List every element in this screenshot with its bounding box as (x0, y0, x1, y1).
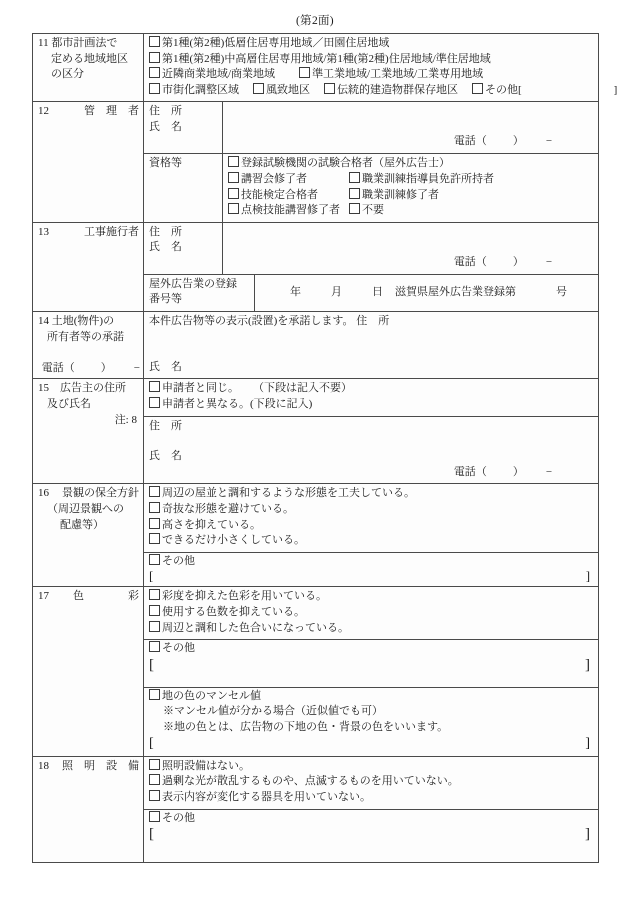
landscape-option-1: 周辺の屋並と調和するような形態を工夫している。 (162, 487, 415, 500)
checkbox-icon[interactable] (349, 203, 360, 214)
landscape-option-row-3 (149, 518, 594, 534)
landscape-other-row (149, 554, 594, 570)
row-content-17-other[interactable] (144, 640, 599, 688)
table-row-12-address (33, 102, 599, 154)
munsell-note-2: ※地の色とは、広告物の下地の色・背景の色をいいます。 (163, 721, 449, 734)
landscape-option-row-4 (149, 533, 594, 549)
reg-label-line1: 屋外広告業の登録 (149, 277, 237, 290)
checkbox-icon[interactable] (228, 188, 239, 199)
checkbox-icon[interactable] (149, 589, 160, 600)
reg-label-line2: 番号等 (149, 293, 182, 306)
checkbox-icon[interactable] (149, 811, 160, 822)
label-15-line2: 及び氏名 (47, 397, 91, 410)
row-content-16-options (144, 484, 599, 552)
color-option-row-1 (149, 589, 594, 605)
checkbox-icon[interactable] (149, 641, 160, 652)
color-other-row (149, 641, 594, 657)
name-label: 氏 名 (149, 121, 182, 134)
row-content-18-other[interactable] (144, 809, 599, 863)
zoning-option-6: 風致地区 (266, 83, 310, 96)
reg-suffix: 号 (556, 285, 567, 298)
name-label: 氏 名 (149, 450, 182, 463)
lighting-option-row-3 (149, 790, 594, 806)
advertiser-option-2: 申請者と異なる。(下段に記入) (162, 397, 313, 410)
name-and-tel-line-14 (41, 360, 182, 374)
qual-option-row-3 (228, 188, 594, 204)
color-option-row-2 (149, 605, 594, 621)
label-16-line3: 配慮等） (60, 518, 104, 531)
row-content-15-fields[interactable] (144, 416, 599, 484)
checkbox-icon[interactable] (324, 83, 335, 94)
qual-option-row-4 (228, 203, 594, 219)
reg-month: 月 (331, 285, 342, 298)
reg-day: 日 (372, 285, 383, 298)
lighting-other-row (149, 811, 594, 827)
checkbox-icon[interactable] (149, 381, 160, 392)
lighting-option-row-2 (149, 774, 594, 790)
munsell-input[interactable] (149, 736, 594, 754)
zoning-option-2: 第1種(第2種)中高層住居専用地域/第1種(第2種)住居地域/準住居地域 (162, 52, 491, 65)
checkbox-icon[interactable] (149, 689, 160, 700)
bracket-close: ] (585, 826, 591, 843)
sub-label-12-address (144, 102, 223, 154)
munsell-label: 地の色のマンセル値 (162, 689, 261, 702)
table-row-18-options (33, 756, 599, 809)
zoning-option-row-3 (149, 67, 594, 83)
munsell-row (149, 689, 594, 705)
name-label: 氏 名 (149, 241, 182, 254)
zoning-option-8: その他 (485, 83, 518, 96)
color-option-2: 使用する色数を抑えている。 (162, 606, 305, 619)
landscape-other-label: その他 (162, 554, 195, 567)
lighting-option-2: 過剰な光が散乱するものや、点滅するものを用いていない。 (162, 775, 459, 788)
row-content-18-options (144, 756, 599, 809)
checkbox-icon[interactable] (149, 67, 160, 78)
sub-label-12-qualification (144, 154, 223, 222)
zoning-option-row-4 (149, 83, 618, 99)
bracket-open: [ (518, 83, 522, 96)
checkbox-icon[interactable] (149, 502, 160, 513)
checkbox-icon[interactable] (149, 397, 160, 408)
color-option-row-3 (149, 621, 594, 637)
checkbox-icon[interactable] (149, 83, 160, 94)
label-16-line2: （周辺景観への (47, 502, 124, 515)
checkbox-icon[interactable] (149, 605, 160, 616)
sub-label-13-registration (144, 274, 255, 311)
consent-statement: 本件広告物等の表示(設置)を承諾します。 (149, 315, 354, 328)
checkbox-icon[interactable] (299, 67, 310, 78)
zoning-option-7: 伝統的建造物群保存地区 (337, 83, 458, 96)
qual-option-3: 職業訓練指導員免許所持者 (362, 173, 494, 186)
address-label: 住 所 (356, 315, 390, 328)
bracket-open: [ (149, 568, 154, 584)
label-14-line1: 14 土地(物件)の (38, 315, 115, 328)
checkbox-icon[interactable] (349, 172, 360, 183)
advertiser-option-1-note: （下段は記入不要） (253, 382, 352, 395)
lighting-option-1: 照明設備はない。 (162, 759, 250, 772)
telephone-line-12: 電話（ ） − (453, 135, 553, 148)
label-14-line2: 所有者等の承諾 (47, 330, 124, 343)
landscape-option-2: 奇抜な形態を避けている。 (162, 502, 294, 515)
qual-option-7: 不要 (362, 204, 384, 217)
address-label: 住 所 (149, 105, 182, 118)
checkbox-icon[interactable] (149, 790, 160, 801)
row-label-12 (33, 102, 144, 222)
checkbox-icon[interactable] (149, 486, 160, 497)
bracket-open: [ (149, 656, 154, 673)
label-16: 16 景観の保全方針 (38, 487, 139, 500)
zoning-option-5: 市街化調整区域 (162, 83, 239, 96)
zoning-option-3: 近隣商業地域/商業地域 (162, 68, 276, 81)
color-other-input[interactable] (149, 657, 594, 685)
registration-number-line (260, 286, 567, 298)
field-12-address-value[interactable] (223, 102, 599, 154)
advertiser-option-row-2 (149, 397, 594, 413)
row-label-13 (33, 222, 144, 311)
field-13-address-value[interactable] (223, 222, 599, 274)
row-content-17-options (144, 587, 599, 640)
qual-option-6: 点検技能講習修了者 (241, 204, 340, 217)
munsell-note-1: ※マンセル値が分かる場合（近似値でも可） (163, 705, 383, 718)
checkbox-icon[interactable] (149, 759, 160, 770)
color-option-1: 彩度を抑えた色彩を用いている。 (162, 590, 327, 603)
landscape-option-row-2 (149, 502, 594, 518)
qual-option-row-2 (228, 172, 594, 188)
address-label: 住 所 (149, 225, 182, 238)
telephone-line-15: 電話（ ） − (453, 465, 553, 478)
checkbox-icon[interactable] (149, 533, 160, 544)
table-row-13-address (33, 222, 599, 274)
row-label-18 (33, 756, 144, 862)
reg-year: 年 (290, 285, 301, 298)
label-18: 18 照 明 設 備 (38, 759, 139, 772)
label-17: 17 色 彩 (38, 590, 139, 603)
telephone-line-13: 電話（ ） − (453, 255, 553, 268)
checkbox-icon[interactable] (149, 621, 160, 632)
row-content-16-other[interactable] (144, 552, 599, 587)
row-content-15-options (144, 379, 599, 416)
label-12: 12 管 理 者 (38, 105, 139, 118)
table-row-14 (33, 312, 599, 379)
qual-option-1: 登録試験機関の試験合格者（屋外広告士） (241, 157, 450, 170)
lighting-other-label: その他 (162, 811, 195, 824)
qual-option-row-1 (228, 156, 594, 172)
qualification-label: 資格等 (149, 157, 182, 170)
checkbox-icon[interactable] (228, 172, 239, 183)
checkbox-icon[interactable] (149, 36, 160, 47)
checkbox-icon[interactable] (228, 156, 239, 167)
landscape-option-3: 高さを抑えている。 (162, 518, 261, 531)
zoning-option-row-2 (149, 52, 594, 68)
checkbox-icon[interactable] (149, 774, 160, 785)
checkbox-icon[interactable] (228, 203, 239, 214)
zoning-option-4: 準工業地域/工業地域/工業専用地域 (312, 68, 484, 81)
checkbox-icon[interactable] (472, 83, 483, 94)
checkbox-icon[interactable] (149, 518, 160, 529)
lighting-option-row-1 (149, 759, 594, 775)
row-label-16 (33, 484, 144, 587)
qual-option-4: 技能検定合格者 (241, 188, 318, 201)
landscape-other-input[interactable] (149, 569, 594, 584)
label-15-note: 注: 8 (114, 413, 137, 426)
qual-option-5: 職業訓練修了者 (362, 188, 439, 201)
bracket-close: ] (613, 83, 618, 96)
landscape-option-4: できるだけ小さくしている。 (162, 534, 305, 547)
bracket-close: ] (585, 735, 591, 751)
reg-prefix: 滋賀県屋外広告業登録第 (395, 285, 516, 298)
page-header: (第2面) (296, 15, 334, 27)
label-13: 13 工事施行者 (38, 225, 139, 238)
row-content-17-munsell[interactable] (144, 687, 599, 756)
checkbox-icon[interactable] (253, 83, 264, 94)
color-other-label: その他 (162, 642, 195, 655)
field-12-qualification-options (223, 154, 599, 222)
advertiser-option-row-1 (149, 381, 594, 397)
name-label: 氏 名 (149, 360, 182, 373)
row-content-11 (144, 34, 618, 102)
sub-label-13-address (144, 222, 223, 274)
field-13-registration-value[interactable] (255, 274, 599, 311)
table-row-15-options (33, 379, 599, 416)
table-row-16-options (33, 484, 599, 552)
zoning-option-1: 第1種(第2種)低層住居専用地域／田園住居地域 (162, 37, 390, 49)
zoning-option-row-1 (149, 36, 594, 52)
label-15-line1: 15 広告主の住所 (38, 382, 126, 395)
checkbox-icon[interactable] (149, 52, 160, 63)
color-option-3: 周辺と調和した色合いになっている。 (162, 621, 349, 634)
address-label: 住 所 (149, 419, 182, 432)
bracket-open: [ (149, 826, 154, 843)
bracket-open: [ (149, 735, 154, 751)
checkbox-icon[interactable] (349, 188, 360, 199)
label-11-line3: の区分 (51, 68, 84, 81)
table-row-11 (33, 34, 599, 102)
row-label-11 (33, 34, 144, 102)
application-form-table (32, 33, 618, 863)
checkbox-icon[interactable] (149, 554, 160, 565)
row-label-15 (33, 379, 144, 484)
bracket-close: ] (585, 568, 591, 584)
landscape-option-row-1 (149, 486, 594, 502)
bracket-close: ] (585, 656, 591, 673)
telephone-line-14: 電話（ ） − (41, 361, 140, 374)
advertiser-option-1: 申請者と同じ。 (162, 382, 239, 395)
table-row-17-options (33, 587, 599, 640)
lighting-option-3: 表示内容が変化する器具を用いていない。 (162, 790, 371, 803)
label-11-line2: 定める地域地区 (51, 52, 128, 65)
row-label-17 (33, 587, 144, 756)
qual-option-2: 講習会修了者 (241, 173, 307, 186)
lighting-other-input[interactable] (149, 826, 594, 860)
label-11-line1: 11 都市計画法で (38, 37, 118, 49)
